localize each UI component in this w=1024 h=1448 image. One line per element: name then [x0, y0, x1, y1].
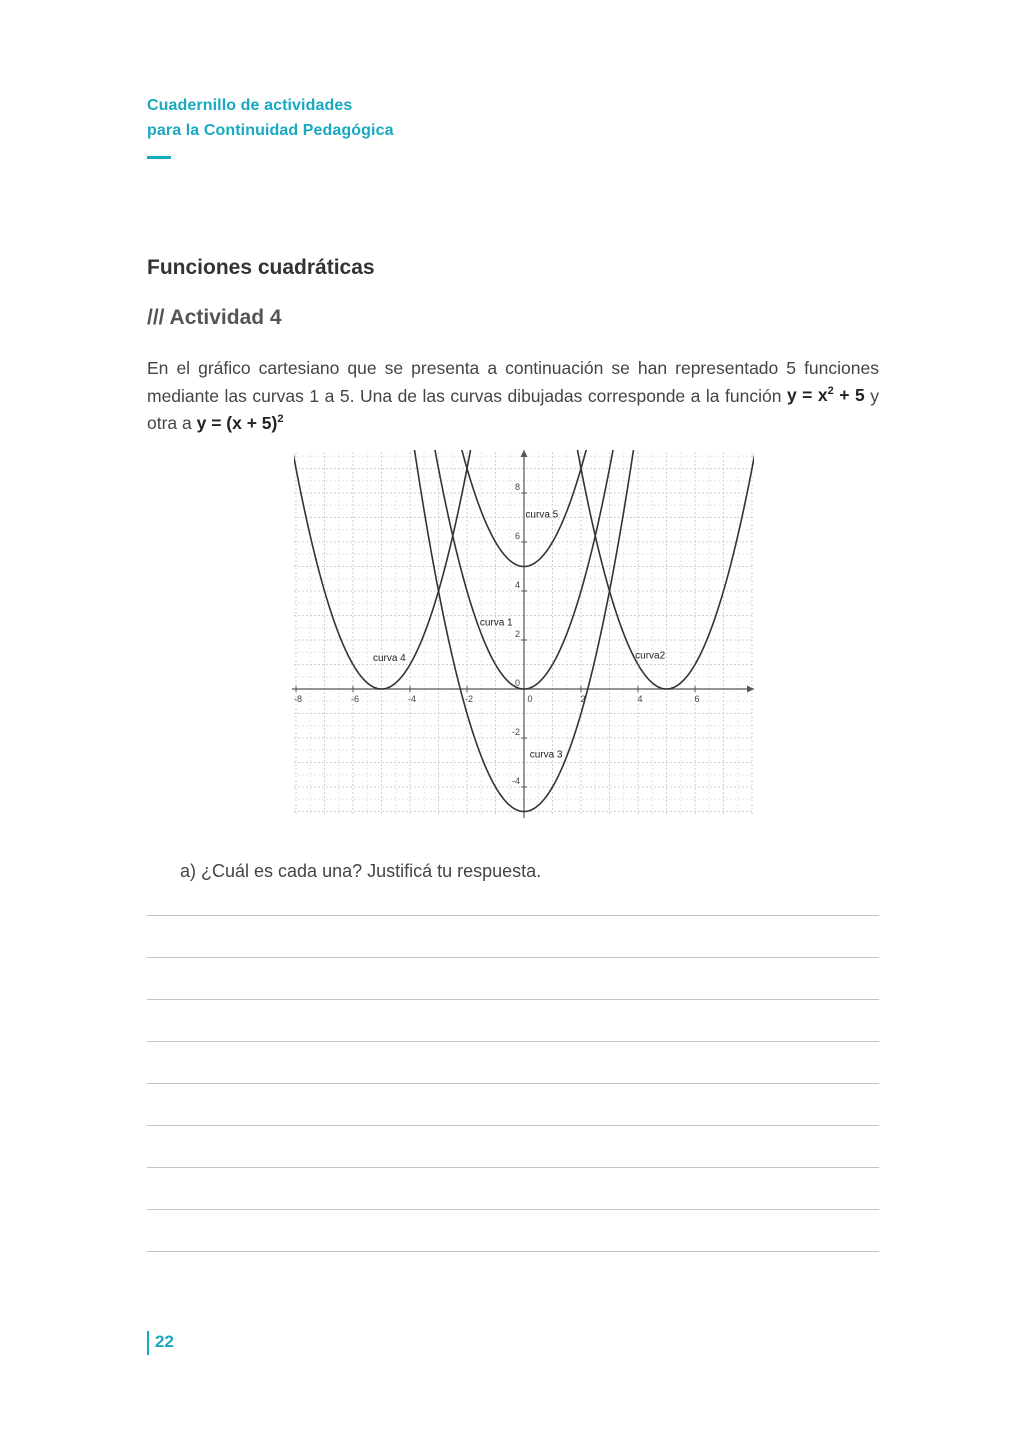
- x-tick-label: -2: [464, 694, 474, 704]
- cartesian-chart: [290, 448, 758, 820]
- x-tick-label: 2: [580, 694, 586, 704]
- x-tick-label: 6: [694, 694, 700, 704]
- origin-label: 0: [514, 678, 520, 688]
- page-number-bar: [147, 1331, 149, 1355]
- equation-2: $y = (x + 5)^2$: [196, 412, 284, 433]
- header-line-2: para la Continuidad Pedagógica: [147, 122, 394, 139]
- answer-line[interactable]: [147, 999, 879, 1041]
- answer-line[interactable]: [147, 1209, 879, 1251]
- question-a: a) ¿Cuál es cada una? Justificá tu respuesta.: [180, 861, 542, 881]
- instructions-text: En el gráfico cartesiano que se presenta a continuación se han representado 5 funciones mediante las curvas 1 a 5. Una de las curvas dibujadas corresponde a la función: [147, 358, 879, 406]
- curve-label: curva2: [635, 650, 666, 662]
- answer-lines: [147, 915, 879, 1293]
- x-axis-arrow: [747, 686, 754, 693]
- equation-1: $y = x^2 + 5$: [786, 385, 865, 406]
- curve-label: curva 4: [372, 652, 406, 664]
- x-tick-label: 4: [637, 694, 643, 704]
- page-number: 22: [155, 1332, 174, 1351]
- y-tick-label: 8: [514, 482, 520, 492]
- x-tick-label: 0: [527, 694, 533, 704]
- y-axis-arrow: [521, 450, 528, 457]
- curve-label: curva 3: [529, 749, 563, 761]
- curve-label: curva 5: [525, 509, 559, 521]
- activity-heading: /// Actividad 4: [147, 306, 282, 329]
- answer-line[interactable]: [147, 1083, 879, 1125]
- answer-line[interactable]: [147, 1167, 879, 1209]
- y-tick-label: -4: [511, 776, 520, 786]
- x-tick-label: -4: [407, 694, 417, 704]
- y-tick-label: 4: [514, 580, 520, 590]
- header-accent-rule: [147, 156, 171, 159]
- y-tick-label: 2: [514, 629, 520, 639]
- answer-line[interactable]: [147, 1125, 879, 1167]
- x-tick-label: -6: [350, 694, 360, 704]
- y-tick-label: -2: [511, 727, 520, 737]
- x-tick-label: -8: [293, 694, 303, 704]
- instructions-middle: y otra a: [147, 385, 879, 433]
- curve-label: curva 1: [479, 617, 513, 629]
- answer-line[interactable]: [147, 1041, 879, 1083]
- answer-line[interactable]: [147, 915, 879, 957]
- header-line-1: Cuadernillo de actividades: [147, 97, 353, 114]
- y-tick-label: 6: [514, 531, 520, 541]
- booklet-header: [147, 93, 394, 143]
- section-title: Funciones cuadráticas: [147, 256, 375, 279]
- activity-instructions: [147, 357, 879, 435]
- answer-line[interactable]: [147, 1251, 879, 1293]
- answer-line[interactable]: [147, 957, 879, 999]
